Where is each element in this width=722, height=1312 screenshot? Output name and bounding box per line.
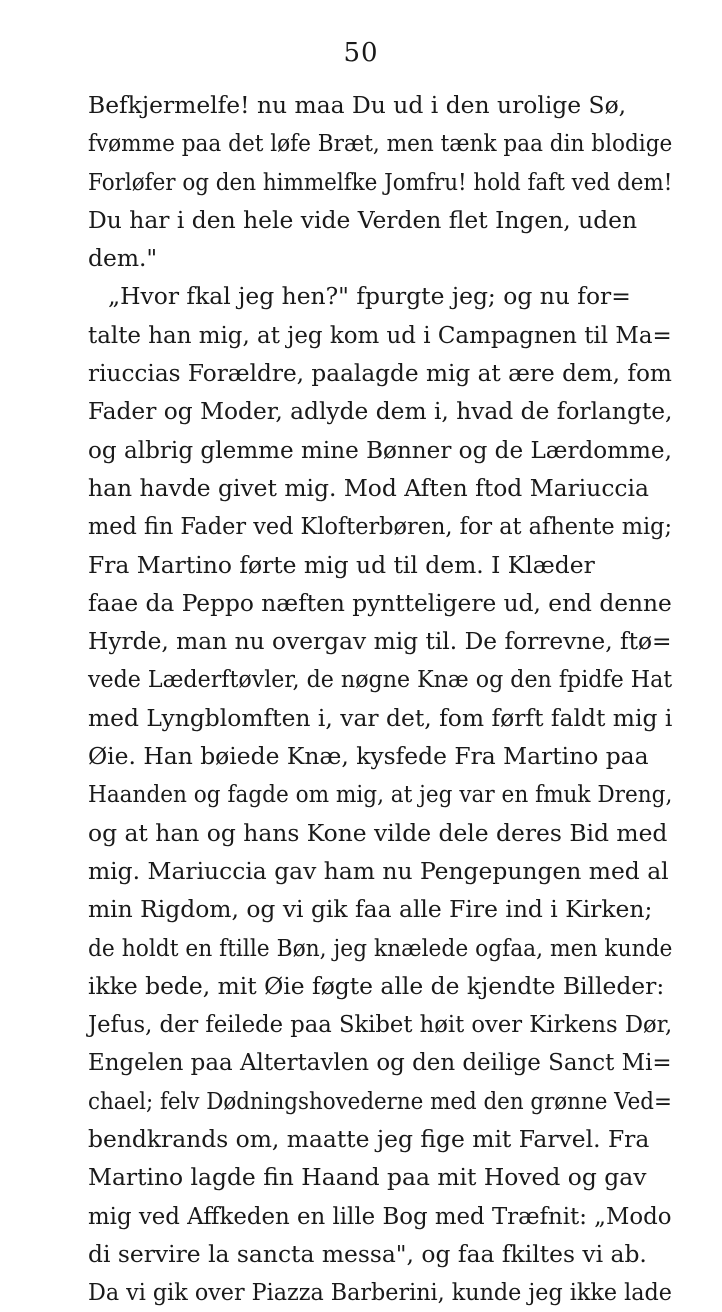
text-line: Du har i den hele vide Verden flet Ingen, uden: [88, 205, 638, 234]
text-line: Haanden og fagde om mig, at jeg var en fmuk Dreng,: [88, 780, 673, 809]
text-line: Jefus, der feilede paa Skibet høit over Kirkens Dør,: [88, 1010, 673, 1039]
text-line: riuccias Forældre, paalagde mig at ære dem, fom: [88, 359, 672, 388]
text-line: Befkjermelfe! nu maa Du ud i den urolige Sø,: [88, 91, 627, 119]
text-line: bendkrands om, maatte jeg fige mit Farvel. Fra: [88, 1125, 650, 1154]
text-line: Forløfer og den himmelfke Jomfru! hold faft ved dem!: [88, 167, 673, 196]
text-line: dem.": [88, 244, 158, 273]
text-line: Da vi gik over Piazza Barberini, kunde jeg ikke lade: [88, 1278, 672, 1307]
page-number: 50: [343, 38, 379, 68]
text-line: og albrig glemme mine Bønner og de Lærdomme,: [88, 435, 672, 464]
text-line: „Hvor fkal jeg hen?" fpurgte jeg; og nu for=: [108, 282, 631, 311]
text-line: Øie. Han bøiede Knæ, kysfede Fra Martino paa: [88, 742, 649, 771]
text-line: mig. Mariuccia gav ham nu Pengepungen med al: [88, 856, 669, 885]
text-line: Fra Martino førte mig ud til dem. I Klæder: [88, 550, 595, 579]
text-line: de holdt en ftille Bøn, jeg knælede ogfaa, men kunde: [88, 933, 673, 962]
text-line: Fader og Moder, adlyde dem i, hvad de forlangte,: [88, 397, 673, 426]
text-line: ikke bede, mit Øie føgte alle de kjendte Billeder:: [88, 971, 665, 1000]
text-line: chael; felv Dødningshovederne med den grønne Ved=: [88, 1086, 672, 1115]
text-line: vede Læderftøvler, de nøgne Knæ og den fpidfe Hat: [88, 665, 673, 694]
text-line: mig ved Affkeden en lille Bog med Træfnit: „Modo: [88, 1201, 672, 1230]
text-line: Engelen paa Altertavlen og den deilige Sanct Mi=: [88, 1048, 672, 1077]
text-line: talte han mig, at jeg kom ud i Campagnen til Ma=: [88, 320, 672, 349]
text-line: min Rigdom, og vi gik faa alle Fire ind i Kirken;: [88, 895, 653, 924]
text-line: Martino lagde fin Haand paa mit Hoved og gav: [88, 1163, 647, 1192]
text-line: med fin Fader ved Klofterbøren, for at afhente mig;: [88, 512, 673, 541]
text-line: han havde givet mig. Mod Aften ftod Mariuccia: [88, 473, 649, 502]
text-line: di servire la sancta messa", og faa fkiltes vi ab.: [88, 1239, 647, 1268]
text-line: fvømme paa det løfe Bræt, men tænk paa din blodige: [88, 129, 673, 158]
body-text: [88, 86, 672, 1312]
text-line: faae da Peppo næften pyntteligere ud, end denne: [88, 588, 672, 617]
text-line: Hyrde, man nu overgav mig til. De forrevne, ftø=: [88, 627, 672, 656]
text-line: med Lyngblomften i, var det, fom førft faldt mig i: [88, 703, 673, 732]
text-line: og at han og hans Kone vilde dele deres Bid med: [88, 818, 668, 847]
